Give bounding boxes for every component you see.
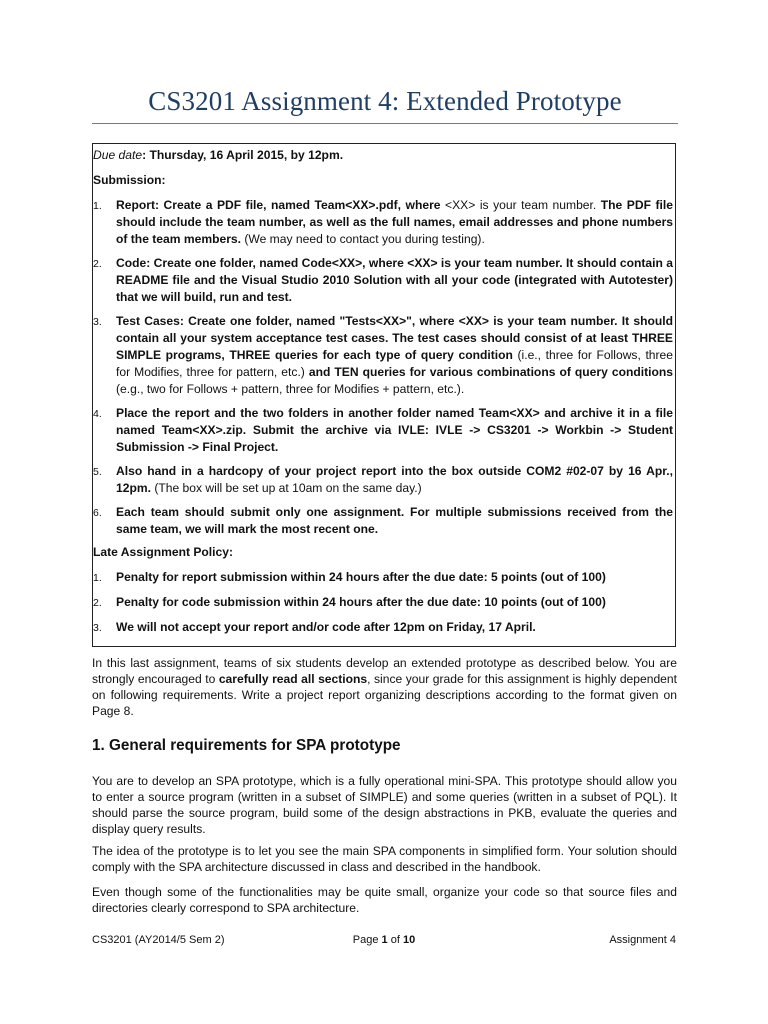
body-paragraph-1: You are to develop an SPA prototype, which is a fully operational mini-SPA. This prototype should allow you to enter a source program (written in a subset of SIMPLE) and some queries (written in a subset of PQL). It should parse the source program, build some of the design abstractions in PKB, evaluate the queries and display query results. [92, 774, 677, 836]
text-run: and TEN queries for various combinations of query conditions [308, 365, 673, 379]
text-run: Test Cases: Create one folder, named "Tests<XX>", where <XX> is your team number. It should contain all your system acceptance test cases. The test cases should consist of at least THREE SIMPLE programs, THREE queries for each type of query condition [116, 314, 673, 362]
submission-item [93, 504, 673, 538]
submission-item [93, 197, 673, 248]
late-policy-heading: Late Assignment Policy: [93, 545, 234, 559]
item-number: 2. [93, 258, 102, 270]
footer-course: CS3201 (AY2014/5 Sem 2) [92, 934, 225, 946]
due-date-value: : Thursday, 16 April 2015, by 12pm. [142, 148, 344, 162]
text-run: Place the report and the two folders in another folder named Team<XX> and archive it in a file named Team<XX>.zip. Submit the archive via IVLE: IVLE -> CS3201 -> Workbin -> Student Submission -> Final Project. [116, 406, 673, 454]
text-run: Code<XX> [301, 256, 363, 270]
footer-page-prefix: Page [352, 934, 382, 946]
submission-list [93, 197, 673, 538]
section-heading: 1. General requirements for SPA prototype [92, 737, 401, 754]
footer-page-total: 10 [402, 934, 416, 946]
item-number: 5. [93, 466, 102, 478]
page-footer [92, 934, 676, 946]
text-run: The PDF file should include the team number, as well as the full names, email addresses and phone numbers of the team members. [116, 198, 673, 246]
item-number: 1. [93, 200, 102, 212]
text-run: (e.g., two for Follows + pattern, three for Modifies + pattern, etc.). [116, 382, 465, 396]
text-run: .pdf, where [375, 198, 446, 212]
text-run: In this last assignment, teams of six students develop an extended prototype as described below. You are strongly encouraged to [92, 656, 677, 686]
item-number: 6. [93, 507, 102, 519]
footer-page-of: of [387, 934, 403, 946]
body-paragraph-2: The idea of the prototype is to let you see the main SPA components in simplified form. Your solution should comply with the SPA architecture discussed in class and described in the handbook. [92, 844, 677, 874]
text-run: <XX> [345, 198, 376, 212]
submission-item [93, 255, 673, 306]
text-run: Each team should submit only one assignment. For multiple submissions received from the same team, we will mark the most recent one. [116, 505, 673, 536]
document-title: CS3201 Assignment 4: Extended Prototype [148, 86, 622, 116]
text-run: <XX> is your team number. [445, 198, 601, 212]
footer-page-number: 1 [381, 934, 388, 946]
footer-assignment: Assignment 4 [609, 934, 676, 946]
item-number: 1. [93, 572, 102, 584]
intro-paragraph [92, 655, 677, 719]
submission-item [93, 463, 673, 497]
text-run: Also hand in a hardcopy of your project report into the box outside COM2 #02-07 by 16 Apr., 12pm. [116, 464, 673, 495]
late-policy-text: We will not accept your report and/or code after 12pm on Friday, 17 April. [116, 620, 536, 634]
text-run: carefully read all sections [218, 672, 368, 686]
footer-page [92, 934, 676, 946]
late-policy-text: Penalty for code submission within 24 hours after the due date: 10 points (out of 100) [116, 595, 606, 609]
due-date-line [93, 147, 673, 164]
text-run: , where <XX> is your team number. It should contain a README file and the Visual Studio 2010 Solution with all your code (integrated with Autotester) that we will build, run and test. [116, 256, 673, 304]
item-number: 4. [93, 408, 102, 420]
body-paragraph-3: Even though some of the functionalities may be quite small, organize your code so that source files and directories clearly correspond to SPA architecture. [92, 885, 677, 915]
submission-box [92, 143, 676, 647]
item-number: 2. [93, 597, 102, 609]
late-policy-text: Penalty for report submission within 24 hours after the due date: 5 points (out of 100) [116, 570, 606, 584]
late-policy-list [93, 569, 673, 636]
item-number: 3. [93, 622, 102, 634]
late-policy-item [93, 594, 673, 611]
late-policy-item [93, 569, 673, 586]
submission-item [93, 405, 673, 456]
text-run: Code: Create one folder, named [116, 256, 302, 270]
text-run: (We may need to contact you during testing). [241, 232, 485, 246]
item-number: 3. [93, 316, 102, 328]
text-run: Report: Create a PDF file, named Team [116, 198, 346, 212]
submission-item [93, 313, 673, 398]
due-date-label: Due date [93, 148, 143, 162]
text-run: (The box will be set up at 10am on the same day.) [150, 481, 422, 495]
submission-heading: Submission: [93, 173, 166, 187]
text-run: (i.e., three for Follows, three for Modifies, three for pattern, etc.) [116, 348, 674, 379]
title-underline [92, 123, 678, 124]
text-run: , since your grade for this assignment is highly dependent on following requirements. Write a project report organizing descriptions according to the format given on Page 8. [92, 672, 677, 718]
late-policy-item [93, 619, 673, 636]
